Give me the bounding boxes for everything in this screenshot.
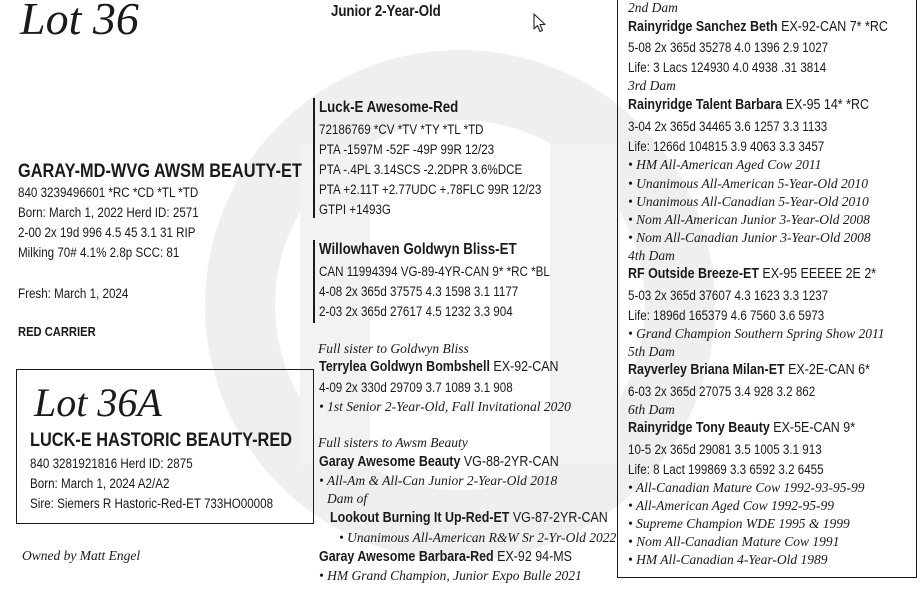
dam3-award: • Nom All-Canadian Junior 3-Year-Old 2008 (628, 230, 871, 245)
dam4-record: 5-03 2x 365d 37607 4.3 1623 3.3 1237 (628, 288, 829, 303)
dam2-record: 5-08 2x 365d 35278 4.0 1396 2.9 1027 (628, 40, 829, 55)
lot-a-born-line: Born: March 1, 2024 A2/A2 (30, 476, 170, 491)
sisters-note: Full sisters to Awsm Beauty (318, 435, 468, 450)
dam6-award: • Nom All-Canadian Mature Cow 1991 (628, 534, 840, 549)
sire-line-2: PTA -1597M -52F -49P 99R 12/23 (319, 142, 495, 157)
dam6-award: • Supreme Champion WDE 1995 & 1999 (628, 516, 850, 531)
lot-title: Lot 36 (20, 0, 139, 44)
lot-id-line: 840 3239496601 *RC *CD *TL *TD (18, 185, 199, 200)
offspring-name-line: Lookout Burning It Up-Red-ET VG-87-2YR-CAN (330, 510, 608, 526)
sire-line-3: PTA -.4PL 3.14SCS -2.2DPR 3.6%DCE (319, 162, 523, 177)
dam3-label: 3rd Dam (628, 78, 676, 93)
sire-line-5: GTPI +1493G (319, 202, 391, 217)
lot-animal-name: GARAY-MD-WVG AWSM BEAUTY-ET (18, 161, 302, 182)
dam6-record: 10-5 2x 365d 29081 3.5 1005 3.1 913 (628, 442, 822, 457)
lot-a-sire-line: Sire: Siemers R Hastoric-Red-ET 733HO00008 (30, 496, 274, 511)
lot-carrier: RED CARRIER (18, 324, 96, 339)
dam-name: Willowhaven Goldwyn Bliss-ET (319, 241, 517, 258)
sire-line-1: 72186769 *CV *TV *TY *TL *TD (319, 122, 484, 137)
dam-line-2: 4-08 2x 365d 37575 4.3 1598 3.1 1177 (319, 284, 519, 299)
dam3-life: Life: 1266d 104815 3.9 4063 3.3 3457 (628, 139, 825, 154)
sire-line-4: PTA +2.11T +2.77UDC +.78FLC 99R 12/23 (319, 182, 542, 197)
sire-bracket (313, 98, 315, 218)
owner-credit: Owned by Matt Engel (22, 548, 141, 563)
lot-record-line: 2-00 2x 19d 996 4.5 45 3.1 31 RIP (18, 225, 196, 240)
dam6-award: • HM All-Canadian 4-Year-Old 1989 (628, 552, 828, 567)
dam5-record: 6-03 2x 365d 27075 3.4 928 3.2 862 (628, 384, 816, 399)
sister-note: Full sister to Goldwyn Bliss (318, 341, 469, 356)
dam2-label: 2nd Dam (628, 0, 678, 15)
sister-record: 4-09 2x 330d 29709 3.7 1089 3.1 908 (319, 380, 513, 395)
mouse-cursor-icon (533, 13, 547, 33)
dam6-name-line: Rainyridge Tony Beauty EX-5E-CAN 9* (628, 420, 856, 436)
sister2-name-line: Garay Awesome Beauty VG-88-2YR-CAN (319, 454, 559, 470)
dam-line-3: 2-03 2x 365d 27617 4.5 1232 3.3 904 (319, 304, 513, 319)
dam4-life: Life: 1896d 165379 4.6 7560 3.6 5973 (628, 308, 825, 323)
lot-born-line: Born: March 1, 2022 Herd ID: 2571 (18, 205, 199, 220)
dam2-name-line: Rainyridge Sanchez Beth EX-92-CAN 7* *RC (628, 19, 888, 35)
dam3-award: • Unanimous All-American 5-Year-Old 2010 (628, 176, 868, 191)
dam-line-1: CAN 11994394 VG-89-4YR-CAN 9* *RC *BL (319, 264, 550, 279)
sister3-award: • HM Grand Champion, Junior Expo Bulle 2021 (319, 568, 582, 583)
sister-award: • 1st Senior 2-Year-Old, Fall Invitational 2020 (319, 399, 571, 414)
dam6-label: 6th Dam (628, 402, 675, 417)
lot-milking-line: Milking 70# 4.1% 2.8p SCC: 81 (18, 245, 180, 260)
lot-fresh-date: Fresh: March 1, 2024 (18, 286, 129, 301)
sister3-name-line: Garay Awesome Barbara-Red EX-92 94-MS (319, 549, 572, 565)
lot-class: Junior 2-Year-Old (331, 3, 441, 20)
dam5-name-line: Rayverley Briana Milan-ET EX-2E-CAN 6* (628, 362, 870, 378)
offspring-award: • Unanimous All-American R&W Sr 2-Yr-Old 2022 (339, 530, 617, 545)
dam3-name-line: Rainyridge Talent Barbara EX-95 14* *RC (628, 97, 869, 113)
sister2-award: • All-Am & All-Can Junior 2-Year-Old 2018 (319, 473, 558, 488)
lot-a-id-line: 840 3281921816 Herd ID: 2875 (30, 456, 193, 471)
dam3-award: • Unanimous All-Canadian 5-Year-Old 2010 (628, 194, 869, 209)
dam2-life: Life: 3 Lacs 124930 4.0 4938 .31 3814 (628, 60, 827, 75)
dam6-award: • All-American Aged Cow 1992-95-99 (628, 498, 834, 513)
dam4-name-line: RF Outside Breeze-ET EX-95 EEEEE 2E 2* (628, 266, 877, 282)
dam-bracket (313, 240, 315, 323)
sister-name-line: Terrylea Goldwyn Bombshell EX-92-CAN (319, 359, 559, 375)
dam3-record: 3-04 2x 365d 34465 3.6 1257 3.3 1133 (628, 119, 828, 134)
dam6-award: • All-Canadian Mature Cow 1992-93-95-99 (628, 480, 865, 495)
sire-name: Luck-E Awesome-Red (319, 99, 459, 116)
dam5-label: 5th Dam (628, 344, 675, 359)
dam3-award: • Nom All-American Junior 3-Year-Old 2008 (628, 212, 870, 227)
lot-a-animal-name: LUCK-E HASTORIC BEAUTY-RED (30, 430, 293, 451)
dam4-award: • Grand Champion Southern Spring Show 2011 (628, 326, 885, 341)
dam3-award: • HM All-American Aged Cow 2011 (628, 157, 822, 172)
sister2-dam-of: Dam of (327, 491, 368, 506)
lot-a-title: Lot 36A (34, 380, 162, 425)
dam6-life: Life: 8 Lact 199869 3.3 6592 3.2 6455 (628, 462, 824, 477)
dam4-label: 4th Dam (628, 248, 675, 263)
